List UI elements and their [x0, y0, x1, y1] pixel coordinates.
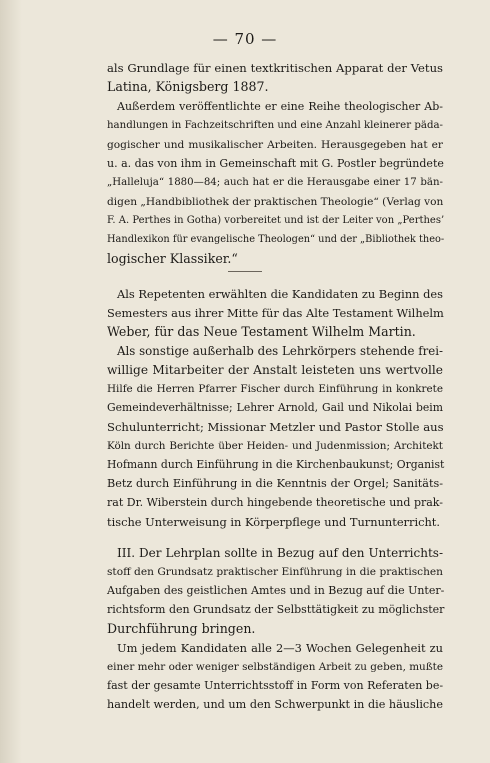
text-line: richtsform den Grundsatz der Selbsttätigkeit zu möglichster: [107, 603, 445, 616]
text-line: als Grundlage für einen textkritischen Apparat der Vetus: [107, 61, 443, 75]
text-line: handelt werden, und um den Schwerpunkt in die häusliche: [107, 698, 443, 711]
text-line: Aufgaben des geistlichen Amtes und in Bezug auf die Unter-: [107, 584, 445, 597]
section-divider: [228, 271, 262, 272]
text-line: fast der gesamte Unterrichtsstoff in Form von Referaten be-: [107, 679, 444, 692]
text-line: „Halleluja“ 1880—84; auch hat er die Herausgabe einer 17 bän-: [107, 177, 443, 188]
text-line: Schulunterricht; Missionar Metzler und Pastor Stolle aus: [107, 420, 444, 434]
text-line: digen „Handbibliothek der praktischen Theologie“ (Verlag von: [107, 196, 444, 208]
text-line: rat Dr. Wiberstein durch hingebende theoretische und prak-: [107, 496, 443, 509]
text-line: Außerdem veröffentlichte er eine Reihe theologischer Ab-: [117, 100, 443, 113]
text-line: Hilfe die Herren Pfarrer Fischer durch Einführung in konkrete: [107, 383, 443, 395]
text-line: Weber, für das Neue Testament Wilhelm Martin.: [107, 324, 416, 339]
text-line: Gemeindeverhältnisse; Lehrer Arnold, Gail und Nikolai beim: [107, 401, 443, 414]
text-line: Semesters aus ihrer Mitte für das Alte Testament Wilhelm: [107, 306, 444, 320]
text-line: Betz durch Einführung in die Kenntnis der Orgel; Sanitäts-: [107, 477, 443, 490]
text-line: Latina, Königsberg 1887.: [107, 79, 269, 94]
text-line: einer mehr oder weniger selbständigen Arbeit zu geben, mußte: [107, 661, 443, 673]
text-line: Durchführung bringen.: [107, 621, 256, 636]
text-line: III. Der Lehrplan sollte in Bezug auf den Unterrichts-: [117, 546, 443, 560]
text-line: Handlexikon für evangelische Theologen“ und der „Bibliothek theo-: [107, 234, 445, 245]
text-line: Köln durch Berichte über Heiden- und Judenmission; Architekt: [107, 440, 443, 452]
text-line: F. A. Perthes in Gotha) vorbereitet und ist der Leiter von „Perthes’: [107, 215, 445, 226]
text-line: Hofmann durch Einführung in die Kirchenbaukunst; Organist: [107, 458, 445, 471]
text-line: Als Repetenten erwählten die Kandidaten zu Beginn des: [117, 287, 443, 301]
text-line: tische Unterweisung in Körperpflege und Turnunterricht.: [107, 515, 441, 529]
text-line: u. a. das von ihm in Gemeinschaft mit G. Postler begründete: [107, 157, 444, 170]
text-line: willige Mitarbeiter der Anstalt leisteten uns wertvolle: [107, 363, 443, 377]
page-number: — 70 —: [212, 30, 278, 48]
page-gutter-shadow: [0, 0, 22, 763]
text-line: handlungen in Fachzeitschriften und eine Anzahl kleinerer päda-: [107, 120, 443, 131]
text-line: Um jedem Kandidaten alle 2—3 Wochen Gelegenheit zu: [117, 641, 443, 655]
text-line: logischer Klassiker.“: [107, 251, 238, 266]
text-line: stoff den Grundsatz praktischer Einführung in die praktischen: [107, 566, 443, 578]
text-line: Als sonstige außerhalb des Lehrkörpers stehende frei-: [117, 344, 443, 358]
text-line: gogischer und musikalischer Arbeiten. Herausgegeben hat er: [107, 139, 443, 151]
